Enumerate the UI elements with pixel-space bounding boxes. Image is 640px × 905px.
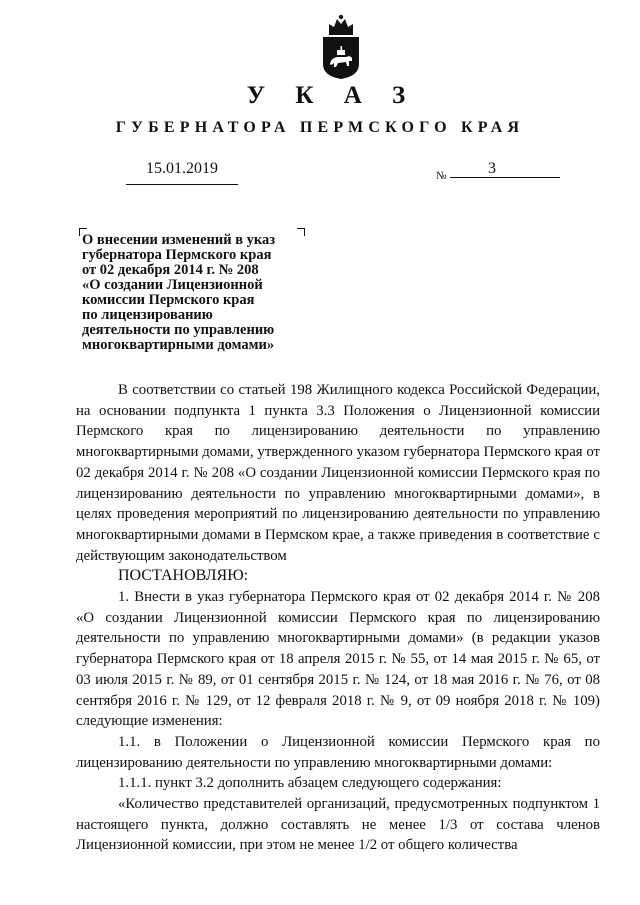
number-field: [436, 158, 560, 184]
preamble-paragraph: В соответствии со статьей 198 Жилищного кодекса Российской Федерации, на основании подпункта 1 пункта 3.3 Положения о Лицензионной комиссии Пермского края по лицензированию деятельности по управлению многоквартирными домами, утвержденного указом губернатора Пермского края от 02 декабря 2014 г. № 208 «О создании Лицензионной комиссии Пермского края по лицензированию деятельности по управлению многоквартирными домами», в целях проведения мероприятий по лицензированию деятельности по управлению многоквартирными домами в Пермском крае, а также приведения в соответствие с действующим законодательством: [76, 382, 600, 564]
heading-line: комиссии Пермского края: [82, 292, 255, 308]
heading-line: по лицензированию: [82, 307, 213, 323]
quote-paragraph: «Количество представителей организаций, предусмотренных подпунктом 1 настоящего пункта, должно составлять не менее 1/3 от состава членов Лицензионной комиссии, при этом не менее 1/2 от общего количества: [76, 796, 600, 854]
number-sign: №: [436, 170, 447, 182]
document-body: [76, 380, 600, 856]
item-1-1-paragraph: 1.1. в Положении о Лицензионной комиссии Пермского края по лицензированию деятельности по управлению многоквартирными домами:: [76, 733, 600, 771]
item-1-paragraph: 1. Внести в указ губернатора Пермского края от 02 декабря 2014 г. № 208 «О создании Лицензионной комиссии Пермского края по лицензированию деятельности по управлению многоквартирными домами» (в редакции указов губернатора Пермского края от 18 апреля 2015 г. № 55, от 14 мая 2015 г. № 65, от 03 июля 2015 г. № 89, от 01 сентября 2015 г. № 124, от 18 мая 2016 г. № 76, от 08 сентября 2016 г. № 129, от 12 февраля 2018 г. № 9, от 09 ноября 2018 г. № 109) следующие изменения:: [76, 589, 600, 730]
document-date: 15.01.2019: [146, 160, 218, 177]
decree-word: ПОСТАНОВЛЯЮ:: [118, 567, 249, 585]
document-subtitle: ГУБЕРНАТОРА ПЕРМСКОГО КРАЯ: [115, 119, 525, 136]
item-1-1-1-paragraph: 1.1.1. пункт 3.2 дополнить абзацем следующего содержания:: [118, 775, 502, 792]
document-number: 3: [488, 160, 496, 177]
heading-line: «О создании Лицензионной: [82, 277, 263, 293]
heading-line: многоквартирными домами»: [82, 337, 275, 353]
document-heading: [82, 233, 302, 353]
heading-line: от 02 декабря 2014 г. № 208: [82, 262, 259, 278]
heading-line: губернатора Пермского края: [82, 247, 272, 263]
number-underline: [450, 177, 560, 178]
heading-line: деятельности по управлению: [82, 322, 275, 338]
perm-krai-coat-of-arms-icon: [319, 12, 363, 80]
heading-line: О внесении изменений в указ: [82, 232, 276, 248]
document-title: У К А З: [246, 82, 418, 109]
date-field: [126, 158, 238, 185]
